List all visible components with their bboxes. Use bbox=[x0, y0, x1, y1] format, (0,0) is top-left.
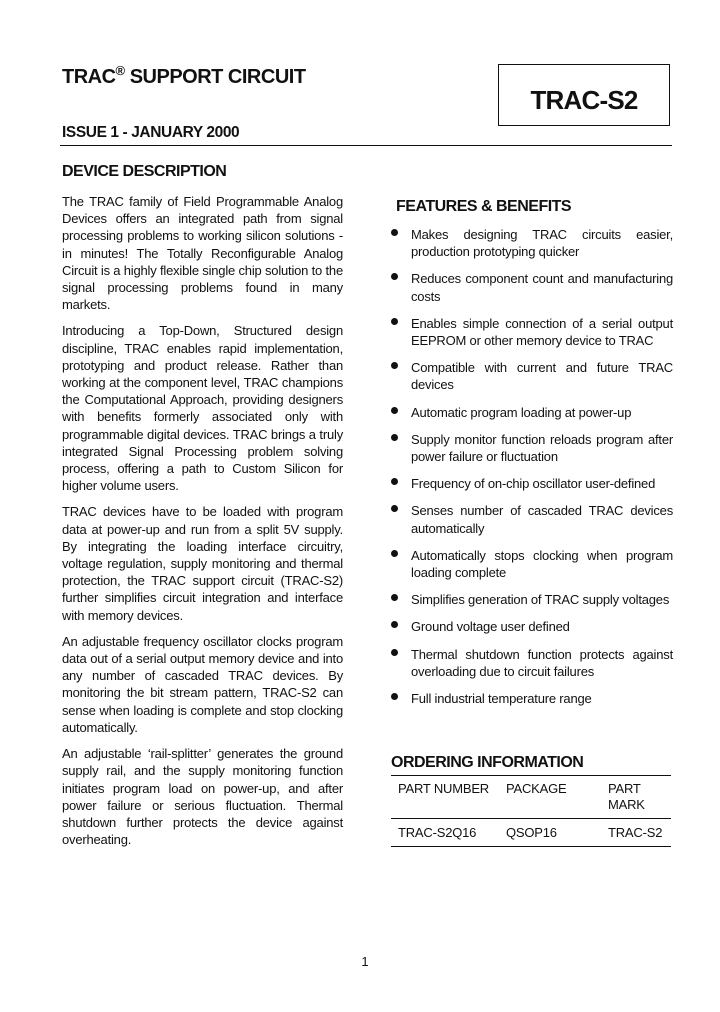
bullet-icon bbox=[391, 649, 398, 656]
bullet-icon bbox=[391, 550, 398, 557]
feature-item: Compatible with current and future TRAC devices bbox=[390, 359, 673, 393]
description-paragraph: An adjustable ‘rail-splitter’ generates the ground supply rail, and the supply monitoring function initiates program load on power-up, and after power failure or serious fluctuation. Thermal shutdown further protects the device against overheating. bbox=[62, 746, 343, 848]
feature-item: Senses number of cascaded TRAC devices automatically bbox=[390, 502, 673, 536]
feature-item: Thermal shutdown function protects against overloading due to circuit failures bbox=[390, 646, 673, 680]
bullet-icon bbox=[391, 362, 398, 369]
column-header-package: PACKAGE bbox=[506, 781, 567, 796]
bullet-icon bbox=[391, 594, 398, 601]
description-paragraph: The TRAC family of Field Programmable Analog Devices offers an integrated path from signal processing problems to working silicon solutions - in minutes! The Totally Reconfigurable Analog Circuit is a highly flexible single chip solution to the signal processing problems found in many markets. bbox=[62, 194, 343, 313]
document-title: TRAC® SUPPORT CIRCUIT bbox=[62, 63, 306, 88]
feature-item: Enables simple connection of a serial output EEPROM or other memory device to TRAC bbox=[390, 315, 673, 349]
column-header-part-number: PART NUMBER bbox=[398, 781, 489, 796]
part-number: TRAC-S2 bbox=[530, 85, 638, 115]
description-paragraph: Introducing a Top-Down, Structured design discipline, TRAC enables rapid implementation, prototyping and product release. Rather than working at the component level, TRAC champions the Computational Approach, providing designers with benefits formerly associated only with programmable digital devices. TRAC brings a truly integrated Signal Processing problem solving process, offering a path to Custom Silicon for higher volume users. bbox=[62, 323, 343, 494]
table-bottom-rule bbox=[391, 846, 671, 847]
feature-item: Reduces component count and manufacturing costs bbox=[390, 270, 673, 304]
features-list bbox=[390, 226, 673, 717]
bullet-icon bbox=[391, 434, 398, 441]
ordering-heading: ORDERING INFORMATION bbox=[391, 754, 584, 771]
page-number: 1 bbox=[361, 954, 369, 969]
header-divider bbox=[60, 145, 672, 146]
cell-package: QSOP16 bbox=[506, 825, 557, 840]
bullet-icon bbox=[391, 693, 398, 700]
device-description-body bbox=[62, 193, 343, 857]
bullet-icon bbox=[391, 407, 398, 414]
bullet-icon bbox=[391, 229, 398, 236]
part-number-box bbox=[498, 64, 670, 126]
feature-item: Simplifies generation of TRAC supply voltages bbox=[390, 591, 673, 608]
feature-item: Frequency of on-chip oscillator user-defined bbox=[390, 475, 673, 492]
issue-date: ISSUE 1 - JANUARY 2000 bbox=[62, 124, 240, 141]
table-header-row bbox=[391, 776, 671, 818]
feature-item: Automatically stops clocking when program loading complete bbox=[390, 547, 673, 581]
feature-item: Ground voltage user defined bbox=[390, 618, 673, 635]
bullet-icon bbox=[391, 318, 398, 325]
feature-item: Automatic program loading at power-up bbox=[390, 404, 673, 421]
feature-item: Supply monitor function reloads program after power failure or fluctuation bbox=[390, 431, 673, 465]
cell-part-mark: TRAC-S2 bbox=[608, 825, 663, 840]
bullet-icon bbox=[391, 273, 398, 280]
device-description-heading: DEVICE DESCRIPTION bbox=[62, 163, 227, 180]
table-row bbox=[391, 819, 671, 846]
description-paragraph: An adjustable frequency oscillator clocks program data out of a serial output memory device and into any number of cascaded TRAC devices. By monitoring the bit stream pattern, TRAC-S2 can sense when loading is complete and stop clocking automatically. bbox=[62, 633, 343, 735]
cell-part-number: TRAC-S2Q16 bbox=[398, 825, 477, 840]
feature-item: Full industrial temperature range bbox=[390, 690, 673, 707]
registered-trademark: ® bbox=[115, 63, 125, 78]
column-header-part-mark: PART MARK bbox=[608, 781, 645, 812]
feature-item: Makes designing TRAC circuits easier, production prototyping quicker bbox=[390, 226, 673, 260]
bullet-icon bbox=[391, 505, 398, 512]
ordering-table bbox=[391, 775, 671, 847]
bullet-icon bbox=[391, 478, 398, 485]
bullet-icon bbox=[391, 621, 398, 628]
features-heading: FEATURES & BENEFITS bbox=[396, 198, 572, 215]
description-paragraph: TRAC devices have to be loaded with program data at power-up and run from a split 5V supply. By integrating the loading interface circuitry, voltage regulation, supply monitoring and thermal protection, the TRAC support circuit (TRAC-S2) further simplifies circuit integration and interface with memory devices. bbox=[62, 504, 343, 623]
